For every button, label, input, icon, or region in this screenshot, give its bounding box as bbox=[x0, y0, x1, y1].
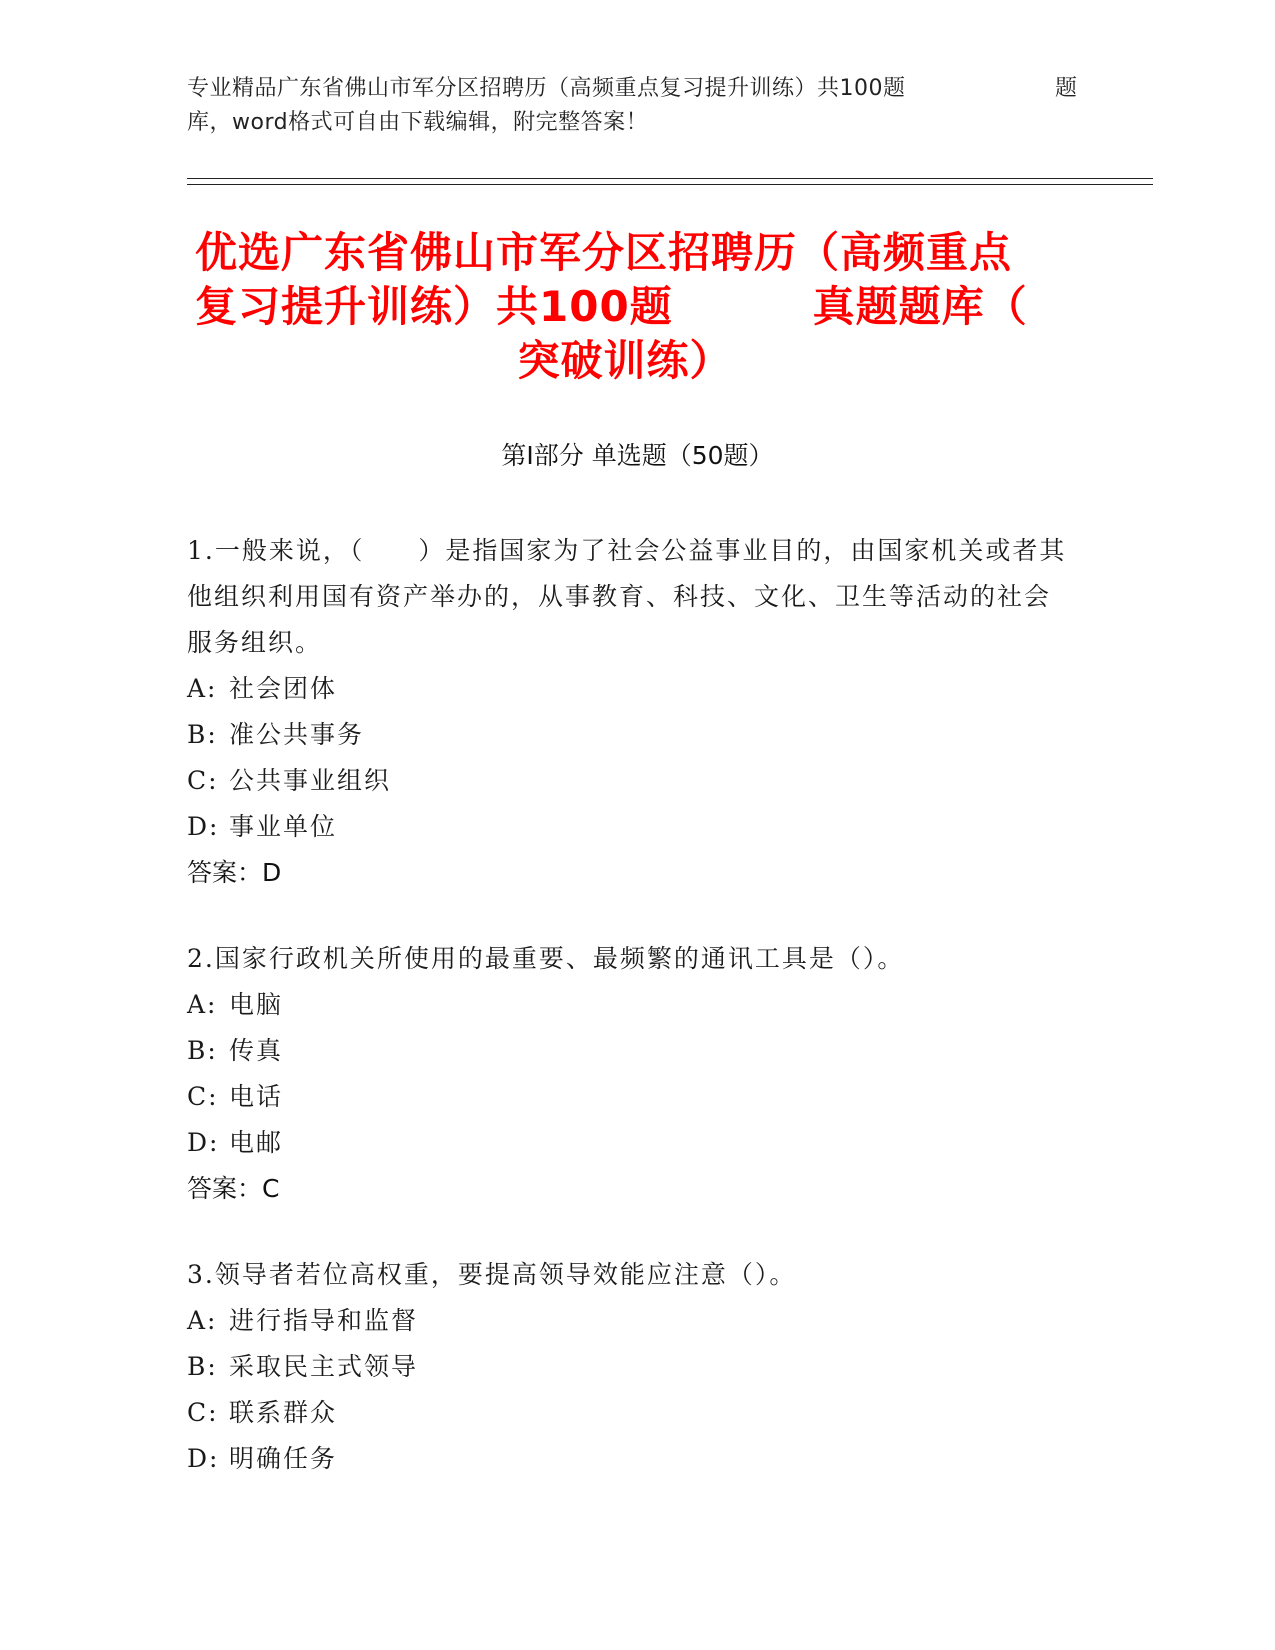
question-2 bbox=[187, 936, 1067, 1212]
option-key: A: bbox=[187, 674, 218, 703]
option-key: C: bbox=[187, 766, 219, 795]
option-c bbox=[187, 1074, 1067, 1120]
option-key: D: bbox=[187, 1128, 220, 1157]
header-divider-top bbox=[187, 178, 1153, 179]
option-text: 准公共事务 bbox=[229, 720, 365, 749]
option-key: A: bbox=[187, 990, 218, 1019]
answer-line: 答案：D bbox=[187, 858, 282, 887]
option-text: 明确任务 bbox=[229, 1444, 338, 1473]
option-text: 进行指导和监督 bbox=[229, 1306, 419, 1335]
document-header bbox=[187, 72, 1087, 140]
option-text: 事业单位 bbox=[229, 812, 338, 841]
option-d bbox=[187, 804, 1067, 850]
option-d bbox=[187, 1120, 1067, 1166]
question-text: 2.国家行政机关所使用的最重要、最频繁的通讯工具是（）。 bbox=[187, 944, 905, 973]
option-text: 电脑 bbox=[229, 990, 284, 1019]
option-key: B: bbox=[187, 1036, 218, 1065]
option-text: 联系群众 bbox=[229, 1398, 338, 1427]
option-key: A: bbox=[187, 1306, 218, 1335]
option-c bbox=[187, 1390, 1067, 1436]
option-text: 电邮 bbox=[229, 1128, 284, 1157]
option-d bbox=[187, 1436, 1067, 1482]
option-b bbox=[187, 1028, 1067, 1074]
question-1 bbox=[187, 528, 1067, 896]
answer-line: 答案：C bbox=[187, 1174, 280, 1203]
header-line-2: 库，word格式可自由下载编辑，附完整答案！ bbox=[187, 110, 649, 135]
option-key: B: bbox=[187, 1352, 218, 1381]
option-c bbox=[187, 758, 1067, 804]
option-text: 采取民主式领导 bbox=[229, 1352, 419, 1381]
option-key: D: bbox=[187, 812, 220, 841]
question-text: 3.领导者若位高权重，要提高领导效能应注意（）。 bbox=[187, 1260, 797, 1289]
option-a bbox=[187, 666, 1067, 712]
option-key: C: bbox=[187, 1082, 219, 1111]
option-text: 电话 bbox=[229, 1082, 284, 1111]
option-text: 社会团体 bbox=[229, 674, 338, 703]
option-text: 传真 bbox=[229, 1036, 284, 1065]
question-list bbox=[187, 528, 1067, 1522]
document-title bbox=[195, 226, 1095, 388]
option-b bbox=[187, 1344, 1067, 1390]
option-a bbox=[187, 1298, 1067, 1344]
option-key: B: bbox=[187, 720, 218, 749]
question-3 bbox=[187, 1252, 1067, 1482]
title-line-2-right: 真题题库（ bbox=[812, 282, 1028, 331]
option-b bbox=[187, 712, 1067, 758]
header-text-1-tail: 题 bbox=[1055, 76, 1078, 101]
header-divider-bottom bbox=[187, 184, 1153, 185]
header-line-1 bbox=[187, 72, 1087, 106]
title-line-3: 突破训练） bbox=[517, 336, 733, 385]
question-text: 1.一般来说，（ ）是指国家为了社会公益事业目的，由国家机关或者其他组织利用国有资产举办的，从事教育、科技、文化、卫生等活动的社会服务组织。 bbox=[187, 536, 1067, 657]
title-line-2 bbox=[195, 280, 1095, 334]
section-heading: 第Ⅰ部分 单选题（50题） bbox=[501, 441, 774, 470]
option-key: C: bbox=[187, 1398, 219, 1427]
option-text: 公共事业组织 bbox=[229, 766, 392, 795]
option-a bbox=[187, 982, 1067, 1028]
title-line-1: 优选广东省佛山市军分区招聘历（高频重点 bbox=[195, 228, 1013, 277]
title-line-2-left: 复习提升训练）共100题 bbox=[195, 282, 673, 331]
option-key: D: bbox=[187, 1444, 220, 1473]
header-text-1: 专业精品广东省佛山市军分区招聘历（高频重点复习提升训练）共100题 bbox=[187, 76, 906, 101]
